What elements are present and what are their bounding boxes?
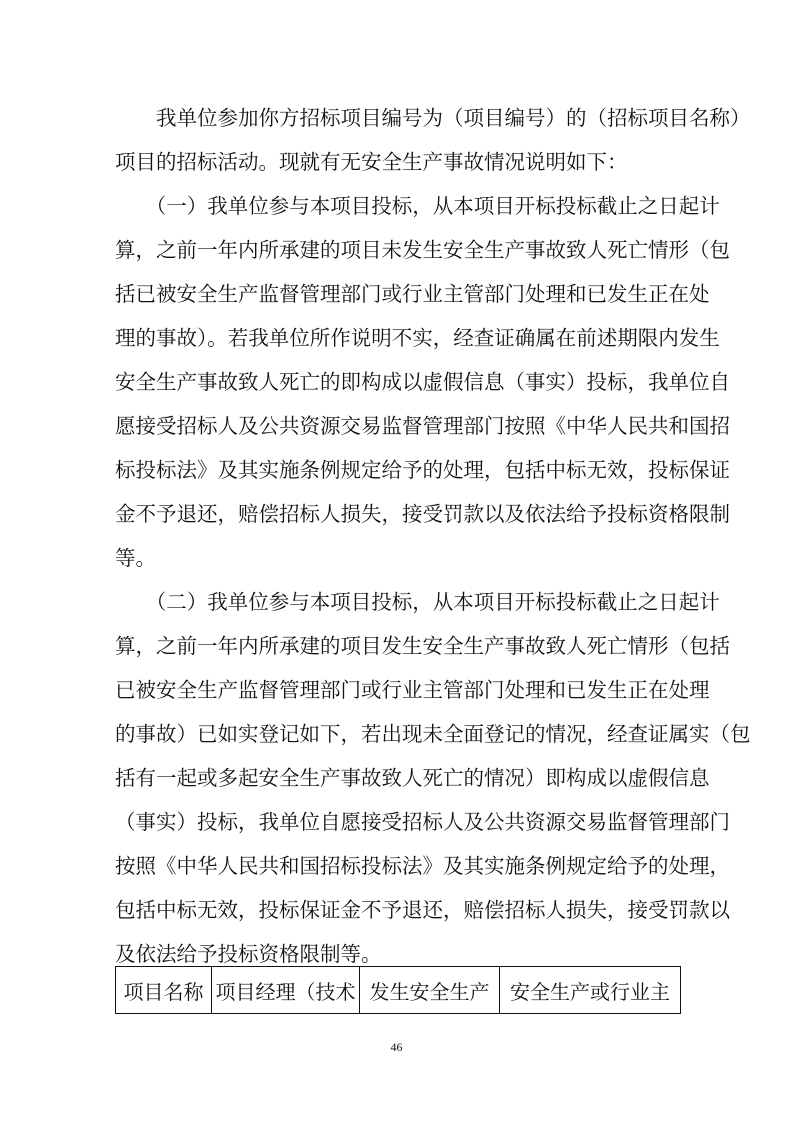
text-line: 算，之前一年内所承建的项目发生安全生产事故致人死亡情形（包括 bbox=[115, 634, 730, 658]
text-line: 括已被安全生产监督管理部门或行业主管部门处理和已发生正在处 bbox=[115, 282, 710, 306]
table-header-cell: 项目经理（技术 bbox=[212, 967, 360, 1013]
text-line: 算，之前一年内所承建的项目未发生安全生产事故致人死亡情形（包 bbox=[115, 238, 730, 262]
text-line: 愿接受招标人及公共资源交易监督管理部门按照《中华人民共和国招 bbox=[115, 414, 730, 438]
text-line: 安全生产事故致人死亡的即构成以虚假信息（事实）投标，我单位自 bbox=[115, 370, 730, 394]
table-header-cell: 安全生产或行业主 bbox=[510, 979, 670, 1004]
table-header-cell: 发生安全生产 bbox=[360, 967, 500, 1013]
text-line: 已被安全生产监督管理部门或行业主管部门处理和已发生正在处理 bbox=[115, 678, 710, 702]
table-header-cell: 项目名称 bbox=[116, 967, 212, 1013]
text-line: 及依法给予投标资格限制等。 bbox=[115, 942, 382, 966]
text-line: （事实）投标，我单位自愿接受招标人及公共资源交易监督管理部门 bbox=[115, 810, 730, 834]
text-line: 等。 bbox=[115, 546, 156, 570]
text-line: 金不予退还，赔偿招标人损失，接受罚款以及依法给予投标资格限制 bbox=[115, 502, 730, 526]
text-line: 我单位参加你方招标项目编号为（项目编号）的（招标项目名称） bbox=[115, 106, 751, 130]
text-line: 括有一起或多起安全生产事故致人死亡的情况）即构成以虚假信息 bbox=[115, 766, 710, 790]
text-line: 理的事故）。若我单位所作说明不实，经查证确属在前述期限内发生 bbox=[115, 326, 720, 350]
text-line: 包括中标无效，投标保证金不予退还，赔偿招标人损失，接受罚款以 bbox=[115, 898, 730, 922]
accident-table-header bbox=[115, 966, 681, 1014]
text-line: 标投标法》及其实施条例规定给予的处理，包括中标无效，投标保证 bbox=[115, 458, 730, 482]
text-line: 项目的招标活动。现就有无安全生产事故情况说明如下： bbox=[115, 150, 628, 174]
text-line: （一）我单位参与本项目投标，从本项目开标投标截止之日起计 bbox=[115, 194, 720, 218]
text-line: 按照《中华人民共和国招标投标法》及其实施条例规定给予的处理， bbox=[115, 854, 730, 878]
text-line: （二）我单位参与本项目投标，从本项目开标投标截止之日起计 bbox=[115, 590, 720, 614]
text-line: 的事故）已如实登记如下，若出现未全面登记的情况，经查证属实（包 bbox=[115, 722, 751, 746]
page-number: 46 bbox=[390, 1040, 403, 1054]
